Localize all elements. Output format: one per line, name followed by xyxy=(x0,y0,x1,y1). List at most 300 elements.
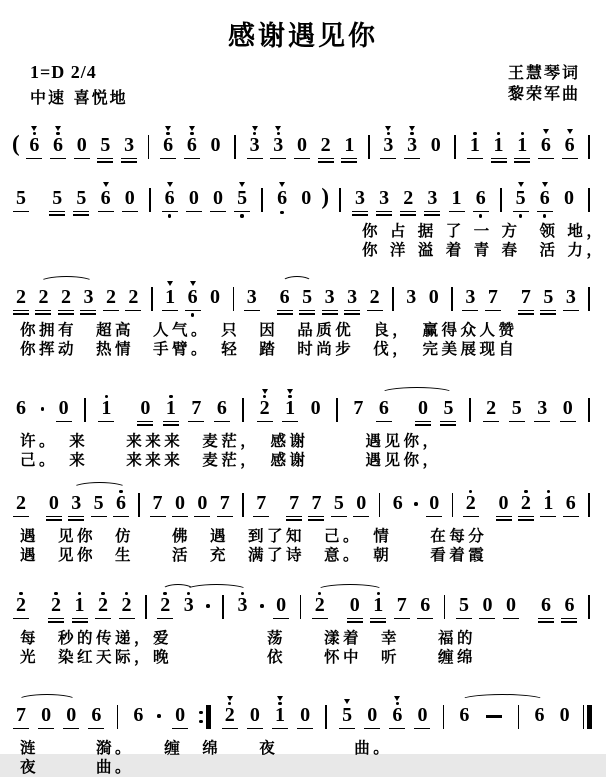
note-underlines xyxy=(194,514,210,527)
note-digit: 6 xyxy=(29,134,40,156)
barline xyxy=(117,705,119,729)
note-underlines xyxy=(162,209,178,222)
note-underlines xyxy=(185,308,201,321)
octave-down-dot xyxy=(191,313,194,316)
beam-underline xyxy=(68,516,84,518)
note-underlines xyxy=(557,726,573,739)
note-digit: 6 xyxy=(16,397,26,419)
beam-underline xyxy=(49,214,65,216)
note-digit: 6 xyxy=(459,704,470,726)
beam-underline xyxy=(496,516,512,518)
note-digit: 6 xyxy=(277,187,288,209)
note xyxy=(247,692,263,739)
beam-underline xyxy=(253,516,269,518)
note-underlines xyxy=(563,308,579,321)
note-digit: 3 xyxy=(83,286,94,308)
beam-underline xyxy=(185,310,201,312)
note-underlines xyxy=(58,308,74,321)
barline xyxy=(588,493,590,517)
note-underlines xyxy=(538,616,554,629)
note xyxy=(534,385,550,432)
note xyxy=(540,274,556,321)
beam-underline xyxy=(518,310,534,312)
note-digit: 3 xyxy=(379,187,390,209)
barline xyxy=(242,398,244,422)
note-underlines xyxy=(222,726,238,739)
note xyxy=(424,175,440,222)
beam-underline xyxy=(56,421,72,423)
beam-underline xyxy=(376,421,392,423)
note-underlines xyxy=(479,616,495,629)
beam-underline xyxy=(426,516,442,518)
lyric-line-1: 遇 见你 仿 佛 遇 到了知 己。 情 在每分 xyxy=(20,527,488,545)
note xyxy=(121,122,137,169)
note xyxy=(449,175,465,222)
beam-underline xyxy=(339,728,355,730)
note xyxy=(308,480,324,527)
note-digit: 1 xyxy=(543,492,554,514)
beam-underline xyxy=(540,313,556,315)
note-digit: 6 xyxy=(116,492,127,514)
beam-underline xyxy=(286,519,302,521)
note xyxy=(88,692,104,739)
note-underlines xyxy=(462,308,478,321)
note-digit: 2 xyxy=(160,594,171,616)
note xyxy=(162,175,178,222)
augmentation-dot xyxy=(41,407,45,411)
note-digit: 0 xyxy=(349,594,360,616)
note-underlines xyxy=(331,514,347,527)
note-digit: 3 xyxy=(246,286,257,308)
score-body xyxy=(0,108,606,777)
note xyxy=(518,480,534,527)
note-underlines xyxy=(344,308,360,321)
beam-underline xyxy=(415,424,431,426)
note-underlines xyxy=(456,726,472,739)
note-digit: 2 xyxy=(51,594,61,616)
note-digit: 6 xyxy=(53,134,64,156)
note xyxy=(297,692,313,739)
note xyxy=(538,582,554,629)
augmentation-dot xyxy=(414,502,418,506)
barline xyxy=(469,398,471,422)
note-digit: 2 xyxy=(38,286,49,308)
beam-underline xyxy=(88,728,104,730)
beam-underline xyxy=(322,313,338,315)
note-digit: 6 xyxy=(564,134,575,156)
note-underlines xyxy=(424,209,440,222)
beam-underline xyxy=(483,421,499,423)
note-digit: 0 xyxy=(58,397,69,419)
note xyxy=(341,122,357,169)
beam-underline xyxy=(122,211,138,213)
note-underlines xyxy=(561,616,577,629)
note-underlines xyxy=(513,209,529,222)
note-digit: 7 xyxy=(256,492,267,514)
note xyxy=(222,692,238,739)
barline xyxy=(451,287,453,311)
note xyxy=(473,175,489,222)
note-underlines xyxy=(467,156,483,169)
note-underlines xyxy=(98,419,114,432)
note xyxy=(282,385,298,432)
octave-down-dot xyxy=(280,211,283,214)
beam-underline xyxy=(163,421,179,423)
note-underlines xyxy=(367,308,383,321)
note-digit: 7 xyxy=(487,286,498,308)
beam-underline xyxy=(68,519,84,521)
note-digit: 6 xyxy=(186,134,197,156)
barline xyxy=(261,188,263,212)
beam-underline xyxy=(80,310,96,312)
note-underlines xyxy=(503,616,519,629)
beam-underline xyxy=(72,618,88,620)
beam-underline xyxy=(347,618,363,620)
note-underlines xyxy=(308,419,324,432)
beam-underline xyxy=(318,161,334,163)
note-digit: 6 xyxy=(378,397,389,419)
note xyxy=(483,385,499,432)
lyric-line-2: 你挥动 热情 手臂。 轻 踏 时尚步 伐， 完美展现自 xyxy=(20,340,518,358)
note-underlines xyxy=(130,726,146,739)
note-digit: 0 xyxy=(249,704,260,726)
beam-underline xyxy=(172,728,188,730)
note xyxy=(557,692,573,739)
beam-underline xyxy=(97,161,113,163)
beam-underline xyxy=(150,516,166,518)
note-digit: 0 xyxy=(296,134,307,156)
note xyxy=(162,274,178,321)
augmentation-dot xyxy=(206,604,210,608)
beam-underline xyxy=(367,310,383,312)
barline xyxy=(368,135,370,159)
score-line xyxy=(12,385,596,470)
note xyxy=(273,582,289,629)
beam-underline xyxy=(294,158,310,160)
note xyxy=(518,274,534,321)
note xyxy=(479,582,495,629)
lyric-line-1: 许。 来 来来来 麦茫， 感谢 遇见你， xyxy=(20,432,442,450)
accent-mark xyxy=(277,696,283,701)
note-underlines xyxy=(318,156,334,169)
note-digit: 3 xyxy=(324,286,335,308)
note-digit: 0 xyxy=(429,492,440,514)
notation-row xyxy=(12,692,594,739)
note-underlines xyxy=(562,156,578,169)
note xyxy=(186,175,202,222)
note xyxy=(257,385,273,432)
note-underlines xyxy=(286,514,302,527)
beam-underline xyxy=(157,618,173,620)
octave-down-dot xyxy=(543,214,546,217)
beam-underline xyxy=(121,161,137,163)
note-digit: 0 xyxy=(559,704,570,726)
note xyxy=(428,122,444,169)
beam-underline xyxy=(462,310,478,312)
note xyxy=(13,385,29,432)
note-digit: 7 xyxy=(152,492,163,514)
note xyxy=(560,385,576,432)
note xyxy=(172,480,188,527)
beam-underline xyxy=(48,621,64,623)
note-digit: 2 xyxy=(16,594,26,616)
note-underlines xyxy=(456,616,472,629)
slur-arc xyxy=(18,694,76,706)
note-digit: 0 xyxy=(356,492,367,514)
beam-underline xyxy=(518,516,534,518)
key-tempo-block xyxy=(30,62,128,108)
note-digit: 3 xyxy=(465,286,476,308)
note-digit: 6 xyxy=(163,134,174,156)
beam-underline xyxy=(563,310,579,312)
note xyxy=(491,122,507,169)
note-underlines xyxy=(294,156,310,169)
beam-underline xyxy=(63,728,79,730)
note-underlines xyxy=(415,419,431,432)
note-underlines xyxy=(277,308,293,321)
note-digit: 2 xyxy=(465,492,476,514)
notation-row xyxy=(12,582,594,629)
beam-underline xyxy=(80,313,96,315)
note xyxy=(404,122,420,169)
note-underlines xyxy=(257,419,273,432)
note-digit: 1 xyxy=(275,704,286,726)
note-digit: 3 xyxy=(383,134,394,156)
barline xyxy=(588,188,590,212)
beam-underline xyxy=(404,158,420,160)
note-digit: 0 xyxy=(140,397,151,419)
note-digit: 1 xyxy=(517,134,528,156)
note-underlines xyxy=(376,209,392,222)
beam-underline xyxy=(297,728,313,730)
note xyxy=(331,480,347,527)
note-underlines xyxy=(560,419,576,432)
beam-underline xyxy=(370,618,386,620)
note-underlines xyxy=(389,726,405,739)
note xyxy=(467,122,483,169)
note-underlines xyxy=(299,308,315,321)
notation-row xyxy=(12,175,594,222)
note-digit: 0 xyxy=(310,397,321,419)
beam-underline xyxy=(222,728,238,730)
note-underlines xyxy=(98,209,114,222)
barline xyxy=(336,398,338,422)
note-underlines xyxy=(244,308,260,321)
note-digit: 7 xyxy=(353,397,364,419)
beam-underline xyxy=(503,618,519,620)
note-underlines xyxy=(137,419,153,432)
note-underlines xyxy=(531,726,547,739)
beam-underline xyxy=(194,516,210,518)
note-digit: 5 xyxy=(237,187,248,209)
note-digit: 1 xyxy=(285,397,296,419)
note-underlines xyxy=(540,514,556,527)
beam-underline xyxy=(73,214,89,216)
note xyxy=(394,582,410,629)
note-underlines xyxy=(247,726,263,739)
note-underlines xyxy=(353,514,369,527)
note xyxy=(73,175,89,222)
beam-underline xyxy=(400,214,416,216)
note-underlines xyxy=(172,726,188,739)
note xyxy=(509,385,525,432)
note-digit: 0 xyxy=(417,397,428,419)
lyricist-credit: 王慧琴词 xyxy=(507,63,580,82)
beam-underline xyxy=(370,621,386,623)
song-title: 感谢遇见你 xyxy=(228,21,378,52)
note-digit: 0 xyxy=(210,134,221,156)
beam-underline xyxy=(414,728,430,730)
note xyxy=(380,122,396,169)
note-underlines xyxy=(518,514,534,527)
note-digit: 0 xyxy=(563,187,574,209)
note-digit: 0 xyxy=(367,704,378,726)
note-digit: 5 xyxy=(333,492,344,514)
note-digit: 6 xyxy=(540,134,551,156)
beam-underline xyxy=(364,728,380,730)
note xyxy=(49,175,65,222)
note-digit: 0 xyxy=(175,704,186,726)
beam-underline xyxy=(184,158,200,160)
accent-mark xyxy=(31,126,37,131)
note-underlines xyxy=(347,616,363,629)
note-underlines xyxy=(122,209,138,222)
note xyxy=(234,175,250,222)
note-digit: 0 xyxy=(197,492,208,514)
note-underlines xyxy=(113,514,129,527)
barline xyxy=(588,135,590,159)
note-underlines xyxy=(376,419,392,432)
lyric-line-2: 光 染红天际，晚 依 怀中 听 缠绵 xyxy=(20,648,477,666)
note-underlines xyxy=(449,209,465,222)
note-underlines xyxy=(414,726,430,739)
note-digit: 3 xyxy=(537,397,548,419)
note-underlines xyxy=(312,616,328,629)
note-underlines xyxy=(537,209,553,222)
beam-underline xyxy=(347,621,363,623)
barline xyxy=(138,493,140,517)
note-underlines xyxy=(188,419,204,432)
note-underlines xyxy=(13,308,29,321)
note-underlines xyxy=(234,616,250,629)
score-line xyxy=(12,692,596,777)
beam-underline xyxy=(400,211,416,213)
beam-underline xyxy=(282,421,298,423)
beam-underline xyxy=(341,158,357,160)
note-digit: 0 xyxy=(498,492,509,514)
note-digit: 7 xyxy=(311,492,322,514)
note-digit: 1 xyxy=(165,286,176,308)
note-underlines xyxy=(509,419,525,432)
note-underlines xyxy=(417,616,433,629)
note xyxy=(367,274,383,321)
credits-block xyxy=(508,62,580,108)
note-underlines xyxy=(210,209,226,222)
note-digit: 0 xyxy=(212,187,223,209)
beam-underline xyxy=(97,158,113,160)
note-underlines xyxy=(390,514,406,527)
score-el xyxy=(583,705,585,729)
beam-underline xyxy=(509,421,525,423)
note xyxy=(426,480,442,527)
beam-underline xyxy=(341,161,357,163)
beam-underline xyxy=(352,211,368,213)
note-digit: 3 xyxy=(249,134,260,156)
note-digit: 0 xyxy=(430,134,441,156)
note-underlines xyxy=(13,209,29,222)
beam-underline xyxy=(98,211,114,213)
note-digit: 3 xyxy=(565,286,576,308)
note-digit: 6 xyxy=(187,286,198,308)
note xyxy=(270,122,286,169)
beam-underline xyxy=(244,310,260,312)
barline xyxy=(588,595,590,619)
note xyxy=(538,122,554,169)
note-underlines xyxy=(97,156,113,169)
note xyxy=(272,692,288,739)
note xyxy=(561,175,577,222)
repeat-barline xyxy=(199,705,210,729)
octave-down-dot xyxy=(479,214,482,217)
note xyxy=(562,122,578,169)
note-digit: 5 xyxy=(100,134,111,156)
note xyxy=(247,122,263,169)
note xyxy=(390,480,406,527)
note-digit: 0 xyxy=(210,286,221,308)
note-underlines xyxy=(322,308,338,321)
note-digit: 2 xyxy=(105,286,116,308)
note-underlines xyxy=(352,209,368,222)
note-underlines xyxy=(46,514,62,527)
note-digit: 2 xyxy=(16,492,26,514)
note-underlines xyxy=(247,156,263,169)
note-digit: 7 xyxy=(289,492,300,514)
note-digit: 5 xyxy=(52,187,63,209)
note-underlines xyxy=(400,209,416,222)
barline xyxy=(84,398,86,422)
score-el xyxy=(587,705,592,729)
note-digit: 6 xyxy=(565,492,576,514)
beam-underline xyxy=(537,211,553,213)
note-underlines xyxy=(426,514,442,527)
note-underlines xyxy=(163,419,179,432)
beam-underline xyxy=(473,211,489,213)
note-digit: 3 xyxy=(427,187,438,209)
note xyxy=(403,274,419,321)
barline xyxy=(518,705,520,729)
accent-mark xyxy=(55,126,61,131)
beam-underline xyxy=(518,519,534,521)
score-line xyxy=(12,480,596,565)
beam-underline xyxy=(538,621,554,623)
note-digit: 6 xyxy=(564,594,575,616)
beam-underline xyxy=(13,516,29,518)
beam-underline xyxy=(485,310,501,312)
barline xyxy=(234,135,236,159)
note-underlines xyxy=(184,156,200,169)
octave-down-dot xyxy=(240,214,243,217)
note-underlines xyxy=(56,419,72,432)
note-underlines xyxy=(63,726,79,739)
barline xyxy=(454,135,456,159)
beam-underline xyxy=(308,516,324,518)
note-digit: 7 xyxy=(191,397,202,419)
barline xyxy=(151,287,153,311)
barline xyxy=(325,705,327,729)
note-digit: 6 xyxy=(133,704,144,726)
beam-underline xyxy=(113,516,129,518)
note-digit: 2 xyxy=(320,134,331,156)
